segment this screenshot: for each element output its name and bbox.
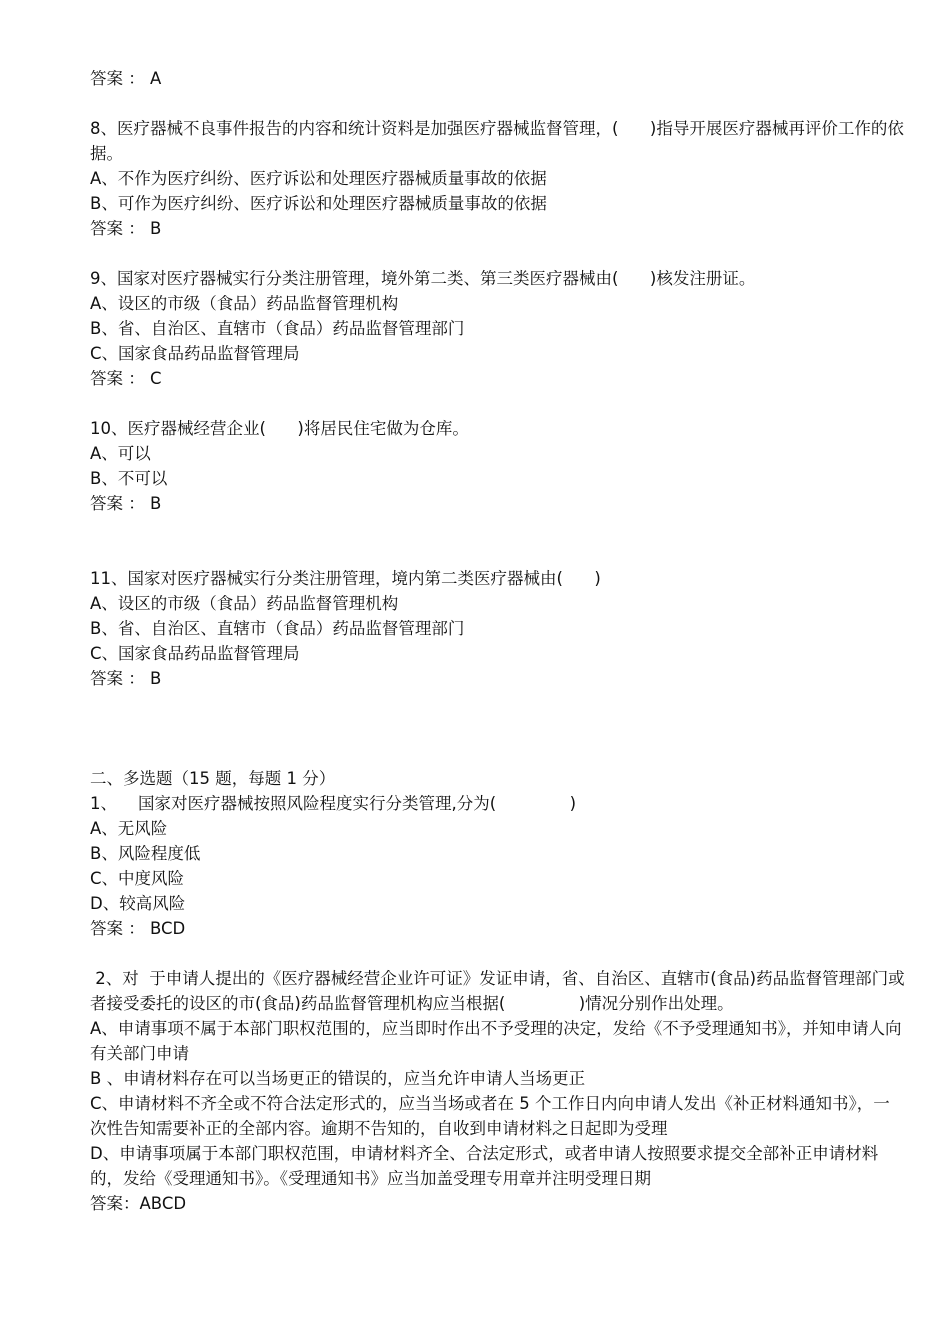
option-b: B、省、自治区、直辖市（食品）药品监督管理部门	[90, 319, 465, 338]
question-text: 9、国家对医疗器械实行分类注册管理，境外第二类、第三类医疗器械由( )核发注册证。	[90, 269, 756, 288]
option-a: A、可以	[90, 444, 151, 463]
multi-choice-question-2	[90, 966, 906, 1216]
question-text: 11、国家对医疗器械实行分类注册管理，境内第二类医疗器械由( )	[90, 569, 601, 588]
option-b: B、可作为医疗纠纷、医疗诉讼和处理医疗器械质量事故的依据	[90, 194, 547, 213]
section-heading: 二、多选题（15 题，每题 1 分）	[90, 769, 336, 788]
option-a: A、设区的市级（食品）药品监督管理机构	[90, 294, 399, 313]
option-c: C、中度风险	[90, 869, 185, 888]
answer-line: 答案 ： B	[90, 494, 162, 513]
multi-choice-question-1	[90, 766, 906, 941]
option-d: D、较高风险	[90, 894, 186, 913]
answer-7	[90, 66, 906, 91]
option-c: C、国家食品药品监督管理局	[90, 344, 300, 363]
option-c: C、申请材料不齐全或不符合法定形式的，应当当场或者在 5 个工作日内向申请人发出《补正材料通知书》，一次性告知需要补正的全部内容。逾期不告知的，自收到申请材料之日起即为受理	[90, 1094, 890, 1138]
question-text: 1、 国家对医疗器械按照风险程度实行分类管理,分为( )	[90, 794, 577, 813]
option-d: D、申请事项属于本部门职权范围，申请材料齐全、合法定形式，或者申请人按照要求提交全部补正申请材料的，发给《受理通知书》。《受理通知书》应当加盖受理专用章并注明受理日期	[90, 1144, 879, 1188]
question-10	[90, 416, 906, 516]
option-a: A、无风险	[90, 819, 168, 838]
option-a: A、不作为医疗纠纷、医疗诉讼和处理医疗器械质量事故的依据	[90, 169, 547, 188]
option-b: B、风险程度低	[90, 844, 201, 863]
answer-line: 答案 ： BCD	[90, 919, 186, 938]
answer-line: 答案 ： B	[90, 669, 162, 688]
question-11	[90, 566, 906, 691]
question-8	[90, 116, 906, 241]
top-margin	[90, 0, 906, 66]
answer-line: 答案 ： A	[90, 69, 162, 88]
option-b: B、不可以	[90, 469, 168, 488]
option-a: A、申请事项不属于本部门职权范围的，应当即时作出不予受理的决定，发给《不予受理通知书》，并知申请人向有关部门申请	[90, 1019, 902, 1063]
question-text: 8、医疗器械不良事件报告的内容和统计资料是加强医疗器械监督管理，( )指导开展医疗器械再评价工作的依据。	[90, 119, 904, 163]
answer-line: 答案 ： C	[90, 369, 162, 388]
option-a: A、设区的市级（食品）药品监督管理机构	[90, 594, 399, 613]
answer-line: 答案 ： B	[90, 219, 162, 238]
option-b: B、省、自治区、直辖市（食品）药品监督管理部门	[90, 619, 465, 638]
question-text: 2、对 于申请人提出的《医疗器械经营企业许可证》发证申请，省、自治区、直辖市(食品)药品监督管理部门或者接受委托的设区的市(食品)药品监督管理机构应当根据( )情况分别作出处理。	[90, 969, 905, 1013]
answer-line: 答案：ABCD	[90, 1194, 187, 1213]
question-text: 10、医疗器械经营企业( )将居民住宅做为仓库。	[90, 419, 469, 438]
option-c: C、国家食品药品监督管理局	[90, 644, 300, 663]
option-b: B 、申请材料存在可以当场更正的错误的，应当允许申请人当场更正	[90, 1069, 586, 1088]
question-9	[90, 266, 906, 391]
